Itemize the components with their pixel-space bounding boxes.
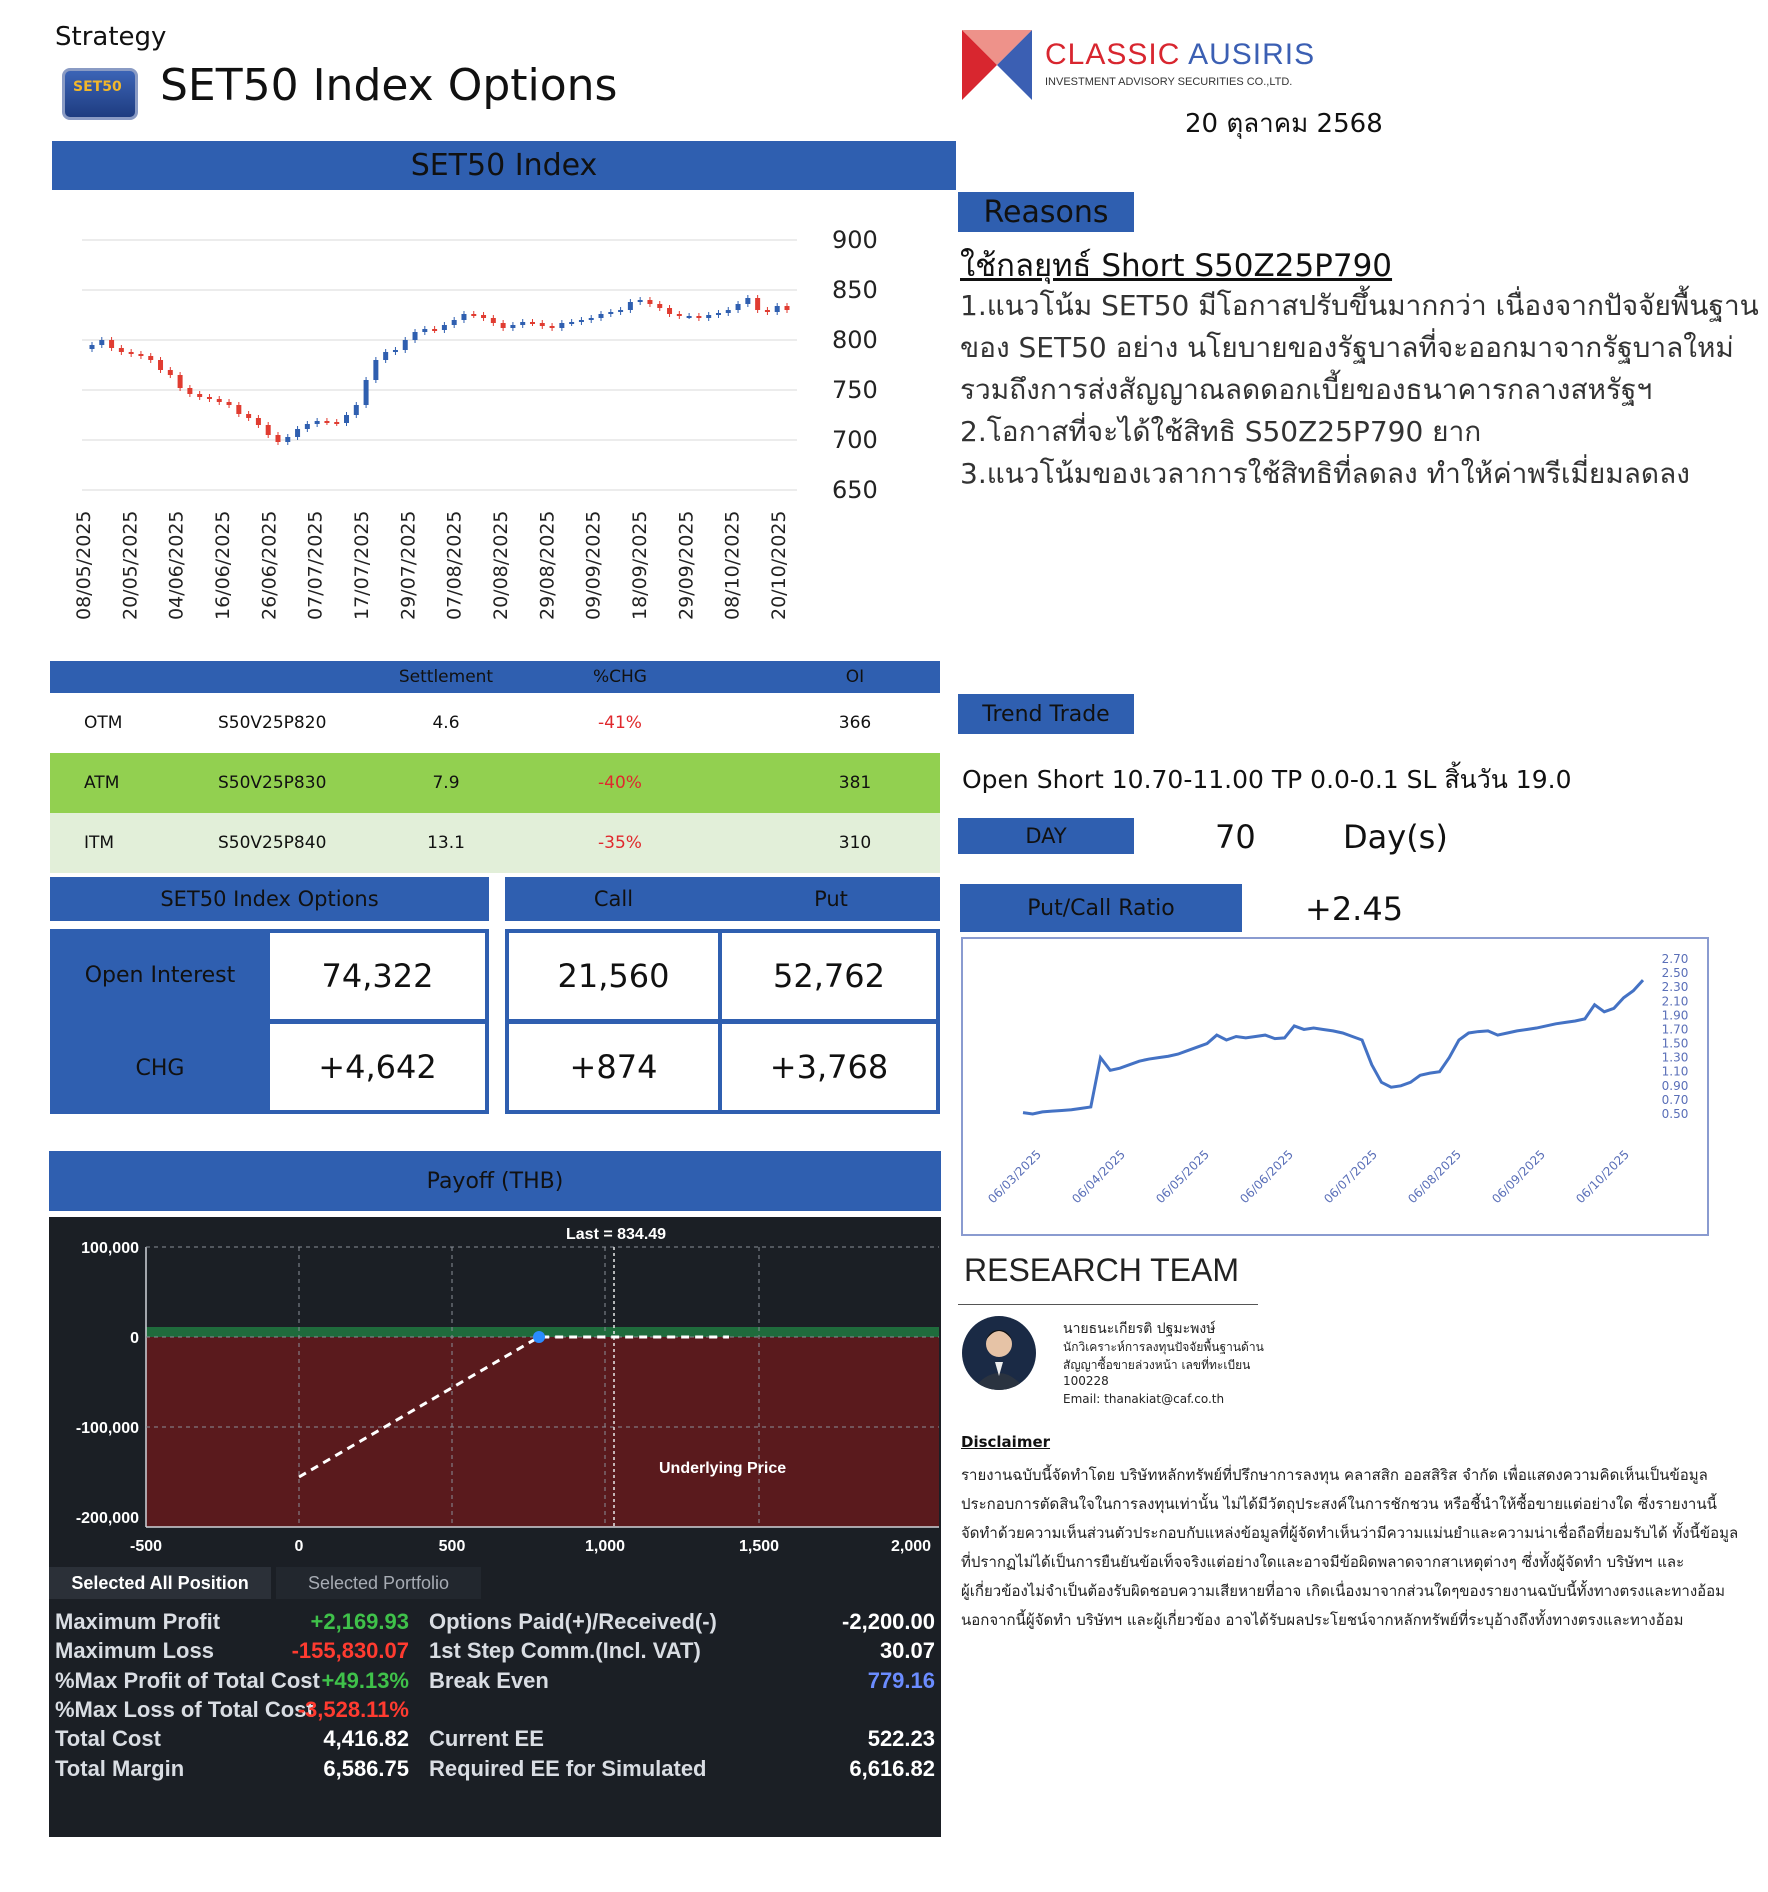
pcr-x-tick: 06/08/2025 <box>1405 1147 1465 1207</box>
candle-body <box>168 370 173 375</box>
day-label: DAY <box>958 818 1134 854</box>
candle-body <box>736 304 741 310</box>
put-chg: +3,768 <box>722 1024 936 1110</box>
index-x-tick: 08/10/2025 <box>721 510 744 620</box>
payoff-x-tick: -500 <box>129 1538 163 1555</box>
options-cell-chg: -41% <box>598 713 642 733</box>
options-cell-series: S50V25P830 <box>218 773 327 793</box>
break-even-point <box>533 1331 545 1343</box>
payoff-stat-label: 1st Step Comm.(Incl. VAT) <box>429 1638 701 1664</box>
index-x-tick: 18/09/2025 <box>629 510 651 620</box>
put-call-ratio-header: Put/Call Ratio <box>960 884 1242 932</box>
payoff-stat-value: 6,616.82 <box>849 1755 935 1781</box>
candle-body <box>256 418 261 425</box>
index-y-tick: 700 <box>832 426 878 454</box>
payoff-stat-label: Break Even <box>429 1667 549 1693</box>
pcr-y-tick: 1.10 <box>1661 1064 1689 1079</box>
logo-text: SET50 <box>73 79 122 95</box>
open-interest-total: 74,322 <box>270 933 485 1019</box>
candle-body <box>344 415 349 423</box>
research-team-divider <box>958 1304 1258 1305</box>
candle-body <box>667 308 672 314</box>
pcr-x-tick: 06/05/2025 <box>1153 1147 1213 1207</box>
options-row <box>50 693 940 753</box>
index-y-tick: 900 <box>832 226 878 254</box>
candle-body <box>178 375 183 388</box>
options-table <box>50 661 940 873</box>
candle-body <box>618 310 623 312</box>
candle-body <box>432 329 437 331</box>
tab-selected-all-position[interactable]: Selected All Position <box>49 1567 271 1599</box>
candle-body <box>197 394 202 397</box>
payoff-stat-value: -3,528.11% <box>297 1696 409 1722</box>
index-y-tick: 800 <box>832 326 878 354</box>
candle-body <box>745 298 750 304</box>
candle-body <box>550 326 555 328</box>
set50-options-logo <box>62 68 138 120</box>
candle-body <box>403 340 408 350</box>
index-y-tick: 650 <box>832 476 878 504</box>
payoff-stat-value: 6,586.75 <box>323 1755 409 1781</box>
options-cell-series: S50V25P820 <box>218 713 327 733</box>
candle-body <box>119 348 124 352</box>
payoff-stat-value: 30.07 <box>879 1638 935 1664</box>
strategy-label: Strategy <box>55 22 167 52</box>
candle-body <box>295 429 300 437</box>
candle-body <box>540 323 545 326</box>
candle-body <box>608 312 613 314</box>
payoff-stat-label: %Max Profit of Total Cost <box>55 1667 320 1693</box>
trend-trade-text: Open Short 10.70-11.00 TP 0.0-0.1 SL สิ้นวัน 19.0 <box>962 765 1572 794</box>
payoff-stat-value: 522.23 <box>867 1726 935 1752</box>
disclaimer-line: ประกอบการตัดสินใจในการลงทุนเท่านั้น ไม่ได้มีวัตถุประสงค์ในการชักชวน หรือชี้นำให้ซื้อขายแต่อย่างใด ซึ่งรายงานนี้ <box>961 1495 1717 1513</box>
open-interest-label: Open Interest <box>84 962 236 988</box>
index-x-tick: 26/06/2025 <box>258 510 281 620</box>
candle-body <box>373 360 378 380</box>
candle-body <box>647 300 652 304</box>
analyst-reg-no: 100228 <box>1063 1374 1109 1388</box>
index-x-tick: 04/06/2025 <box>165 510 188 620</box>
options-cell-oi: 381 <box>838 773 872 793</box>
index-x-tick: 17/07/2025 <box>351 510 373 620</box>
candle-body <box>413 332 418 340</box>
candle-body <box>755 298 760 310</box>
page-title: SET50 Index Options <box>160 60 618 111</box>
analyst-avatar <box>962 1316 1036 1390</box>
options-cell-chg: -35% <box>598 833 642 853</box>
payoff-y-tick: 100,000 <box>81 1240 139 1257</box>
candle-body <box>471 314 476 316</box>
disclaimer-title: Disclaimer <box>961 1433 1051 1451</box>
candle-body <box>315 421 320 424</box>
candle-body <box>246 414 251 418</box>
pcr-x-tick: 06/03/2025 <box>985 1147 1045 1207</box>
candle-body <box>148 356 153 360</box>
disclaimer-line: ผู้เกี่ยวข้องไม่จำเป็นต้องรับผิดชอบความเสียหายที่อาจ เกิดเนื่องมาจากส่วนใดๆของรายงานฉบับนี้ทั้งทางตรงและทางอ้อม <box>961 1582 1726 1600</box>
candle-body <box>559 323 564 328</box>
candle-body <box>207 397 212 399</box>
payoff-stat-label: Maximum Profit <box>55 1609 221 1634</box>
candle-body <box>217 399 222 402</box>
candle-body <box>275 435 280 442</box>
company-logo-icon <box>962 30 1032 100</box>
disclaimer-line: นอกจากนี้ผู้จัดทำ บริษัทฯ และผู้เกี่ยวข้อง อาจได้รับผลประโยชน์จากหลักทรัพย์ที่ระบุอ้างถึงทั้งทางตรงและทางอ้อม <box>961 1611 1684 1629</box>
index-y-tick: 850 <box>832 276 878 304</box>
payoff-stat-label: %Max Loss of Total Cost <box>55 1696 314 1722</box>
research-team-title: RESEARCH TEAM <box>964 1252 1240 1288</box>
oi-summary-header: SET50 Index Options <box>50 877 489 921</box>
disclaimer-line: รายงานฉบับนี้จัดทำโดย บริษัทหลักทรัพย์ที่ปรึกษาการลงทุน คลาสสิก ออสสิริส จำกัด เพื่อแสดงความคิดเห็นเป็นข้อมูล <box>961 1466 1708 1484</box>
report-date: 20 ตุลาคม 2568 <box>1185 109 1383 139</box>
index-y-tick: 750 <box>832 376 878 404</box>
last-price-label: Last = 834.49 <box>566 1226 667 1243</box>
payoff-stat-value: -155,830.07 <box>291 1638 409 1664</box>
pcr-y-tick: 2.50 <box>1661 966 1689 981</box>
day-value: 70 <box>1215 818 1256 856</box>
index-chart-header: SET50 Index <box>52 141 956 190</box>
call-put-header <box>505 877 940 921</box>
options-cell-oi: 310 <box>838 833 872 853</box>
reason-line: รวมถึงการส่งสัญญาณลดดอกเบี้ยของธนาคารกลางสหรัฐฯ <box>960 373 1653 406</box>
candle-body <box>520 322 525 325</box>
put-header: Put <box>814 887 848 911</box>
candle-body <box>706 315 711 318</box>
candle-body <box>589 318 594 320</box>
payoff-stat-label: Maximum Loss <box>55 1638 214 1664</box>
pcr-y-tick: 1.50 <box>1661 1036 1689 1051</box>
candle-body <box>99 340 104 345</box>
candle-body <box>657 304 662 308</box>
reasons-header: Reasons <box>958 192 1134 232</box>
candle-body <box>765 310 770 312</box>
analyst-name: นายธนะเกียรติ ปฐมะพงษ์ <box>1063 1321 1216 1337</box>
candle-body <box>158 360 163 370</box>
candle-body <box>187 388 192 394</box>
reasons-title: ใช้กลยุทธ์ Short S50Z25P790 <box>960 248 1393 284</box>
payoff-stat-label: Current EE <box>429 1726 544 1752</box>
pcr-x-tick: 06/06/2025 <box>1237 1147 1297 1207</box>
chg-total: +4,642 <box>270 1024 485 1110</box>
index-x-tick: 16/06/2025 <box>212 510 234 620</box>
options-cell-oi: 366 <box>838 713 872 733</box>
oi-summary-box <box>50 929 489 1114</box>
options-cell-moneyness: ATM <box>84 773 120 793</box>
candle-body <box>785 306 790 310</box>
candle-body <box>324 421 329 423</box>
call-chg: +874 <box>509 1024 718 1110</box>
day-unit: Day(s) <box>1343 818 1448 856</box>
candle-body <box>687 316 692 318</box>
put-open-interest: 52,762 <box>722 933 936 1019</box>
options-cell-moneyness: ITM <box>84 833 115 853</box>
payoff-y-tick: -200,000 <box>75 1510 139 1527</box>
candle-body <box>716 313 721 315</box>
reason-line: ของ SET50 อย่าง นโยบายของรัฐบาลที่จะออกมาจากรัฐบาลใหม่ <box>960 331 1734 364</box>
candle-body <box>442 325 447 330</box>
index-x-tick: 20/08/2025 <box>490 510 512 620</box>
payoff-stat-value: +2,169.93 <box>310 1609 409 1634</box>
payoff-stat-label: Options Paid(+)/Received(-) <box>429 1609 717 1634</box>
pcr-series-line <box>1023 980 1643 1114</box>
pcr-y-tick: 1.70 <box>1661 1022 1689 1037</box>
reason-line: 3.แนวโน้มของเวลาการใช้สิทธิที่ลดลง ทำให้ค่าพรีเมี่ยมลดลง <box>960 457 1690 490</box>
candle-body <box>383 352 388 360</box>
candle-body <box>109 340 114 348</box>
payoff-stat-label: Required EE for Simulated <box>429 1755 707 1781</box>
reason-line: 2.โอกาสที่จะได้ใช้สิทธิ S50Z25P790 ยาก <box>960 415 1482 448</box>
index-x-tick: 29/08/2025 <box>536 510 559 620</box>
payoff-header: Payoff (THB) <box>49 1151 941 1211</box>
index-x-tick: 08/05/2025 <box>73 510 95 620</box>
candle-body <box>236 405 241 414</box>
company-name-part2: AUSIRIS <box>1188 38 1316 71</box>
candle-body <box>638 300 643 302</box>
candle-body <box>364 380 369 405</box>
candle-body <box>481 315 486 318</box>
candle-body <box>461 314 466 320</box>
payoff-x-tick: 1,000 <box>584 1538 626 1555</box>
candle-body <box>530 322 535 324</box>
underlying-price-label: Underlying Price <box>659 1460 787 1477</box>
candle-body <box>334 422 339 424</box>
company-name <box>1045 38 1315 72</box>
put-call-ratio-value: +2.45 <box>1305 890 1404 928</box>
index-x-tick: 29/07/2025 <box>397 510 420 620</box>
call-put-box <box>505 929 940 1114</box>
pcr-y-tick: 0.50 <box>1661 1107 1689 1121</box>
index-x-tick: 09/09/2025 <box>582 510 605 620</box>
header-chg: %CHG <box>593 667 647 687</box>
payoff-x-tick: 1,500 <box>738 1538 780 1555</box>
options-row <box>50 813 940 873</box>
candle-body <box>285 437 290 442</box>
put-call-ratio-chart <box>961 937 1709 1236</box>
payoff-chart <box>49 1217 941 1577</box>
options-cell-settlement: 7.9 <box>432 773 460 793</box>
payoff-x-tick: 2,000 <box>890 1538 932 1555</box>
candle-body <box>628 302 633 310</box>
call-open-interest: 21,560 <box>509 933 718 1019</box>
candle-body <box>491 318 496 323</box>
payoff-y-tick: 0 <box>130 1330 139 1347</box>
analyst-role: นักวิเคราะห์การลงทุนปัจจัยพื้นฐานด้าน <box>1063 1340 1264 1354</box>
candle-body <box>305 424 310 429</box>
candle-body <box>775 306 780 312</box>
candle-body <box>90 345 95 349</box>
index-x-tick: 20/10/2025 <box>768 510 790 620</box>
pcr-y-tick: 0.90 <box>1661 1078 1689 1093</box>
candle-body <box>138 354 143 356</box>
set50-candlestick-chart <box>52 200 956 640</box>
candle-body <box>696 316 701 318</box>
candle-body <box>510 325 515 328</box>
pcr-y-tick: 1.90 <box>1661 1008 1689 1023</box>
index-x-tick: 29/09/2025 <box>675 510 698 620</box>
options-cell-settlement: 4.6 <box>432 713 460 733</box>
payoff-panel <box>49 1217 941 1837</box>
header-settlement: Settlement <box>398 667 494 687</box>
candle-body <box>579 320 584 322</box>
pcr-x-tick: 06/09/2025 <box>1489 1147 1549 1207</box>
analyst-email: Email: thanakiat@caf.co.th <box>1063 1392 1225 1406</box>
candle-body <box>354 405 359 415</box>
payoff-y-tick: -100,000 <box>75 1420 139 1437</box>
pcr-y-tick: 0.70 <box>1661 1092 1689 1107</box>
candle-body <box>452 320 457 325</box>
options-cell-chg: -40% <box>598 773 642 793</box>
pcr-y-tick: 2.70 <box>1661 952 1689 966</box>
header-oi: OI <box>845 667 865 687</box>
disclaimer-line: จัดทำด้วยความเห็นส่วนตัวประกอบกับแหล่งข้อมูลที่ผู้จัดทำเห็นว่ามีความแม่นยำและความน่าเชื่อถือที่ยอมรับได้ ทั้งนี้ข้อมูล <box>961 1524 1739 1542</box>
company-subtitle: INVESTMENT ADVISORY SECURITIES CO.,LTD. <box>1045 76 1293 88</box>
loss-zone <box>146 1337 939 1527</box>
candle-body <box>677 314 682 316</box>
disclaimer-line: ที่ปรากฏไม่ได้เป็นการยืนยันข้อเท็จจริงแต่อย่างใดและอาจมีข้อผิดพลาดจากสาเหตุต่างๆ ซึ่งทั้งผู้จัดทำ บริษัทฯ และ <box>961 1553 1685 1571</box>
index-x-tick: 07/07/2025 <box>304 510 327 620</box>
payoff-stat-value: -2,200.00 <box>842 1609 935 1634</box>
pcr-y-tick: 2.30 <box>1661 980 1689 995</box>
index-x-tick: 07/08/2025 <box>443 510 466 620</box>
pcr-y-tick: 2.10 <box>1661 994 1689 1009</box>
candle-body <box>393 350 398 352</box>
candle-body <box>129 352 134 354</box>
payoff-stat-label: Total Cost <box>55 1726 161 1752</box>
pcr-x-tick: 06/07/2025 <box>1321 1147 1381 1207</box>
candle-body <box>266 425 271 435</box>
options-row <box>50 753 940 813</box>
pcr-x-tick: 06/10/2025 <box>1573 1147 1633 1207</box>
company-name-part1: CLASSIC <box>1045 38 1189 71</box>
trend-trade-header: Trend Trade <box>958 694 1134 734</box>
payoff-stat-value: 4,416.82 <box>323 1726 409 1752</box>
candle-body <box>569 322 574 324</box>
candle-body <box>227 402 232 405</box>
options-cell-series: S50V25P840 <box>218 833 327 853</box>
candle-body <box>599 314 604 318</box>
call-header: Call <box>593 887 634 911</box>
analyst-role: สัญญาซื้อขายล่วงหน้า เลขที่ทะเบียน <box>1063 1358 1251 1372</box>
chg-label: CHG <box>135 1055 185 1081</box>
payoff-stat-value: 779.16 <box>867 1667 935 1693</box>
payoff-stat-label: Total Margin <box>55 1755 185 1781</box>
options-cell-settlement: 13.1 <box>427 833 465 853</box>
candle-body <box>422 329 427 332</box>
index-x-tick: 20/05/2025 <box>119 510 142 620</box>
payoff-x-tick: 500 <box>438 1538 466 1555</box>
payoff-x-tick: 0 <box>294 1538 304 1555</box>
payoff-stat-value: +49.13% <box>321 1667 409 1693</box>
pcr-x-tick: 06/04/2025 <box>1069 1147 1129 1207</box>
options-cell-moneyness: OTM <box>84 713 123 733</box>
candle-body <box>726 310 731 313</box>
pcr-y-tick: 1.30 <box>1661 1050 1689 1065</box>
tab-selected-portfolio[interactable]: Selected Portfolio <box>276 1567 481 1599</box>
reason-line: 1.แนวโน้ม SET50 มีโอกาสปรับขึ้นมากกว่า เนื่องจากปัจจัยพื้นฐาน <box>960 289 1759 322</box>
candle-body <box>501 323 506 328</box>
options-table-header <box>50 661 940 693</box>
